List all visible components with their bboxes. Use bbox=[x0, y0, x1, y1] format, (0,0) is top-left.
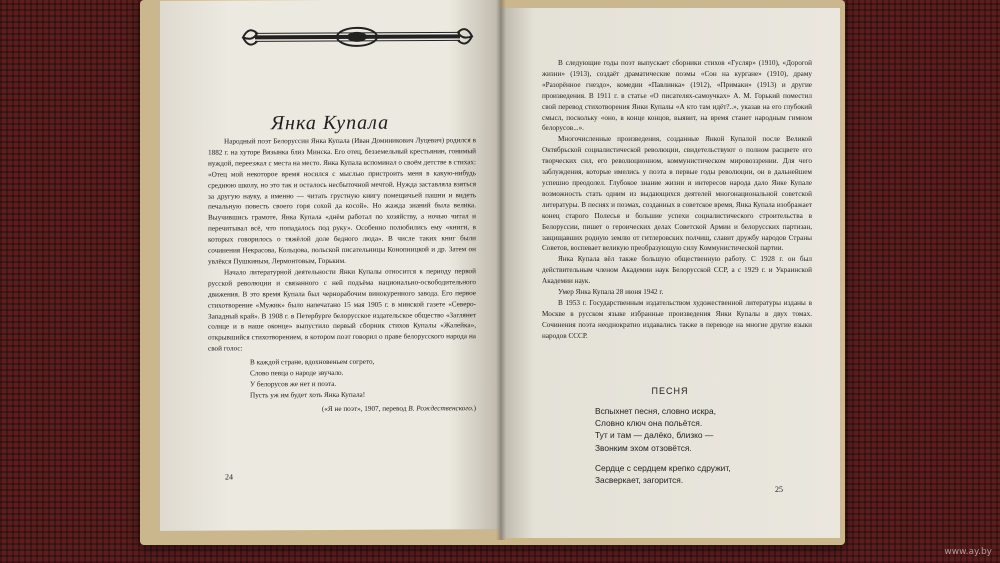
page-number: 24 bbox=[225, 472, 233, 482]
attribution-prefix: («Я не поэт», 1907, перевод bbox=[321, 404, 407, 414]
song-line: Звонким эхом отзовётся. bbox=[595, 442, 692, 453]
poem-line: Слово певца о народе звучало. bbox=[250, 369, 344, 378]
page-number: 25 bbox=[775, 485, 783, 494]
poem-line: В каждой стране, вдохновеньем согрето, bbox=[250, 357, 375, 367]
book-spine bbox=[496, 0, 506, 540]
song-line: Тут и там — далёко, близко — bbox=[595, 430, 714, 441]
song-line: Вспыхнет песня, словно искра, bbox=[595, 406, 716, 416]
left-page bbox=[160, 0, 500, 531]
paragraph: В следующие годы поэт выпускает сборники стихов «Гусляр» (1910), «Дорогой жизни» (1913), создаёт драматические поэмы «Сон на кургане» (1910), драму «Разорённое гнездо», комедии «Павлинка» (1912), «Примаки» (1913) и другие произведения. В 1911 г. в статье «О писателях-самоучках» А. М. Горький поместил свой перевод стихотворения Янки Купалы «А кто там идёт?..», указав на его глубокий смысл, поскольку «оно, в конце концов, выявит, на время станет народным гимном белорусов...». bbox=[542, 59, 812, 133]
poem-line: Пусть уж им будет хоть Янка Купала! bbox=[250, 390, 366, 400]
song-line: Засверкает, загорится. bbox=[595, 475, 684, 486]
right-text-block bbox=[542, 58, 812, 342]
paragraph: Многочисленные произведения, созданные Янкой Купалой после Великой Октябрьской социалистической революции, свидетельствуют о полном расцвете его творческих сил, его революционном, коммунистическом мировоззрении. Для чего заблуждения, которые имелись у поэта в первые годы революции, он в дальнейшем успешно преодолел. Глубокое знание жизни и интересов народа дало Янке Купале возможность стать одним из выдающихся деятелей многонациональной советской литературы. В песнях и поэмах, созданных в советское время, Янка Купала изображает конец старого Полесья и большие успехи социалистического строительства в Белоруссии, пишет о героических делах Советской Армии и белорусских партизан, защищавших родную землю от гитлеровских полчищ, славит дружбу народов Страны Советов, воспевает великую преобразующую силу Коммунистической партии. bbox=[542, 135, 812, 253]
right-page bbox=[500, 8, 840, 538]
paragraph: Народный поэт Белоруссии Янка Купала (Иван Доминикович Луцевич) родился в 1882 г. на хуторе Вязынка близ Минска. Его отец, безземельный крестьянин, гонимый нуждой, переезжал с места на место. Янка Купала вспоминал о своём детстве в стихах: «Отец мой некоторое время носился с мыслью пристроить меня в какую-нибудь среднюю школу, но это так и осталось несбыточной мечтой. Нужда заставляла взяться за другую науку, а именно — читать грустную книгу помещичьей пашни и видеть печальную повесть своего горя сохой да косой». Но жажда знаний была велика. Выучившись грамоте, Янка Купала «днём работал по хозяйству, а ночью читал и перечитывал всё, что попадалось под руку». Особенно полюбились ему «книги, в которых говорилось о тяжёлой доле бедного люда». В числе таких книг были сочинения Некрасова, Кольцова, польской писательницы Конопницкой и др. Затем он увлёкся Пушкиным, Лермонтовым, Горьким. bbox=[208, 136, 476, 266]
page-title: Янка Купала bbox=[270, 111, 390, 135]
song-line: Словно ключ она польётся. bbox=[595, 418, 703, 429]
watermark: www.ay.by bbox=[944, 547, 992, 557]
paragraph: Начало литературной деятельности Янки Купалы относится к периоду первой русской революции и связанного с ней подъёма национально-освободительного движения. В это время Купала был чернорабочим винокуренного завода. Его первое стихотворение «Мужик» было напечатано 15 мая 1905 г. в минской газете «Северо-Западный край». В 1908 г. в Петербурге белорусское издательское общество «Заглянет солнце и в наше оконце» выпустило первый сборник стихов Купалы «Жалейка», открывшийся стихотворением, в котором поэт говорил о праве белорусского народа на свой голос: bbox=[208, 267, 476, 353]
song-text bbox=[595, 405, 815, 494]
attribution-suffix: .) bbox=[471, 404, 476, 413]
paragraph: Янка Купала вёл также большую общественную работу. С 1928 г. он был действительным членом Академии наук Белорусской ССР, а с 1929 г. и Украинской Академии наук. bbox=[542, 255, 812, 286]
ornament-header bbox=[235, 21, 480, 52]
poem-attribution bbox=[208, 403, 476, 415]
song-stanza bbox=[595, 405, 815, 454]
poem-quote bbox=[250, 356, 476, 401]
paragraph: В 1953 г. Государственным издательством художественной литературы изданы в Москве в русском языке избранные произведения Янки Купалы в двух томах. Сочинения поэта неоднократно издавались также в переводе на многие другие языки народов СССР. bbox=[542, 298, 812, 340]
poem-line: У белорусов же нет и поэта. bbox=[250, 380, 337, 389]
song-line: Сердце с сердцем крепко сдружит, bbox=[595, 462, 731, 473]
song-stanza bbox=[595, 462, 815, 486]
left-text-block bbox=[208, 135, 476, 415]
song-title: ПЕСНЯ bbox=[651, 386, 689, 396]
attribution-translator: В. Рождественского bbox=[408, 404, 472, 413]
paragraph: Умер Янка Купала 28 июня 1942 г. bbox=[558, 288, 664, 297]
